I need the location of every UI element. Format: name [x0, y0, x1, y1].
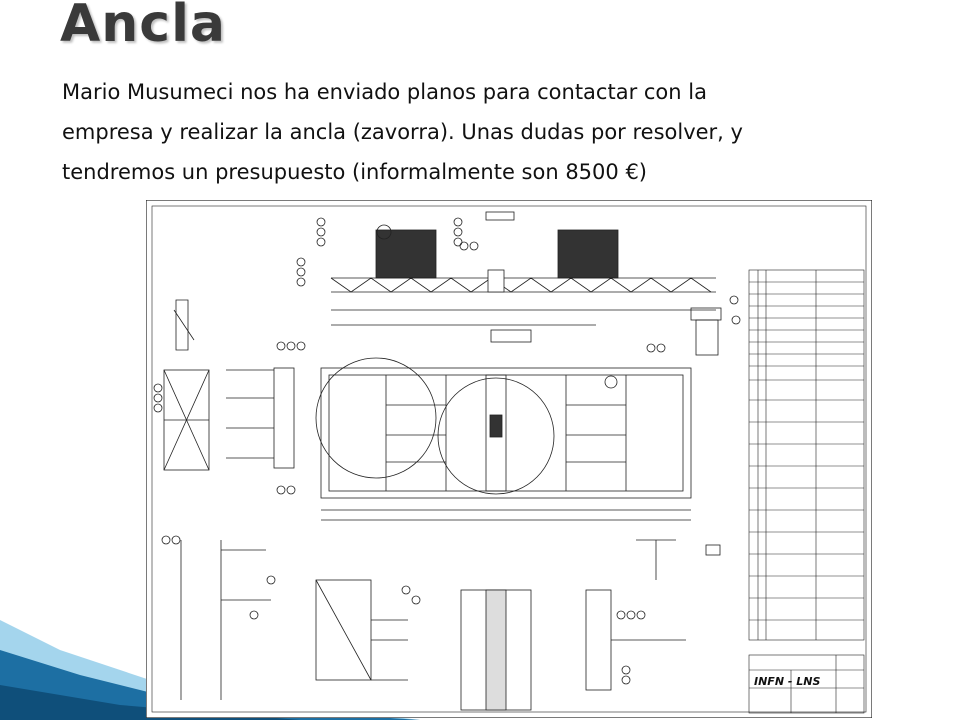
technical-drawing: [146, 200, 872, 718]
body-line-2: empresa y realizar la ancla (zavorra). Unas dudas por resolver, y: [62, 120, 743, 144]
slide-body: [62, 72, 942, 192]
drawing-logo: INFN - LNS: [754, 675, 821, 688]
body-line-1: Mario Musumeci nos ha enviado planos para contactar con la: [62, 80, 707, 104]
body-line-3: tendremos un presupuesto (informalmente son 8500 €): [62, 160, 647, 184]
slide-title: Ancla: [60, 0, 227, 54]
